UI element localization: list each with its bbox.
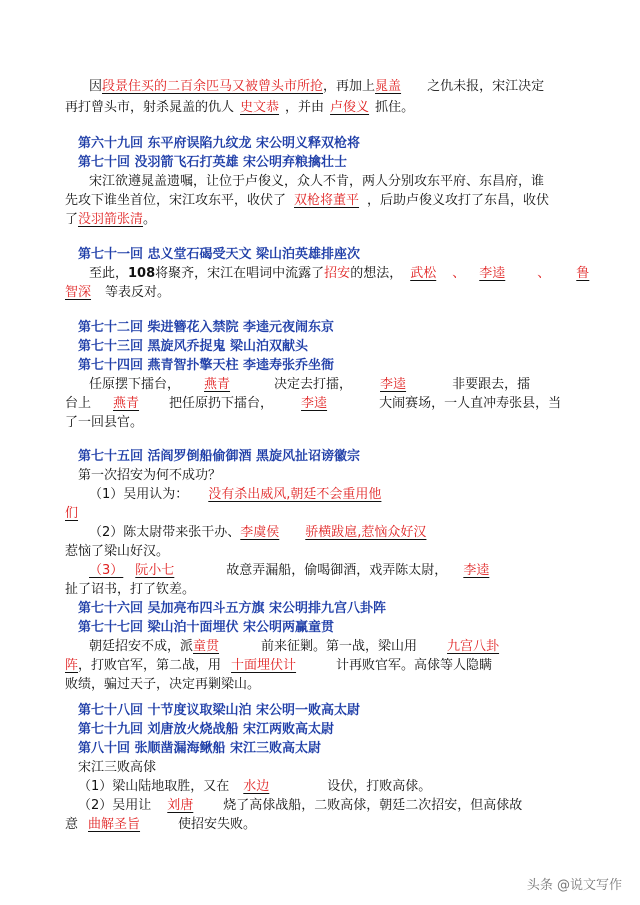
text: 前来征剿。第一战，梁山用 xyxy=(261,639,418,654)
answer-text: 没有杀出威风,朝廷不会重用他 xyxy=(208,487,382,502)
answer-text: 们 xyxy=(65,506,79,521)
chapter-title: 第七十五回 活阎罗倒船偷御酒 黑旋风扯诏谤徽宗 xyxy=(78,449,361,464)
answer-text: 段景住买的二百余匹马又被曾头市所抢 xyxy=(102,79,324,94)
para5-answer2-line1 xyxy=(89,524,438,542)
text: 设伏，打败高俅。 xyxy=(327,779,432,794)
para2-line3 xyxy=(65,211,156,229)
text: 的想法， xyxy=(350,266,403,281)
para1-line2 xyxy=(65,99,414,117)
para5-answer2-line2: 惹恼了梁山好汉。 xyxy=(65,544,170,559)
text: ，打败官军，第二战，用 xyxy=(78,658,222,673)
text: 大闹赛场，一人直冲寿张县，当 xyxy=(379,396,562,411)
answer-text: 曲解圣旨 xyxy=(88,817,141,832)
text: 决定去打擂， xyxy=(274,377,353,392)
text: ，再加上 xyxy=(323,79,376,94)
answer-text: 九宫八卦 xyxy=(447,639,500,654)
text: 故意弄漏船，偷喝御酒，戏弄陈太尉， xyxy=(226,563,448,578)
answer-text: 燕青 xyxy=(113,396,140,411)
para6-line2 xyxy=(65,657,492,675)
text: 。 xyxy=(143,212,157,227)
text: 、 xyxy=(452,266,466,281)
text: 意 xyxy=(65,817,79,832)
text: 之仇未报，宋江决定 xyxy=(427,79,545,94)
text: ，后助卢俊义攻打了东昌，收伏 xyxy=(367,193,550,208)
chapter-title: 第七十回 没羽箭飞石打英雄 宋公明弃粮擒壮士 xyxy=(78,155,348,170)
para7-answer1 xyxy=(78,778,431,796)
para6-line3: 败绩，骗过天子，决定再剿梁山。 xyxy=(65,677,261,692)
answer-text: 史文恭 xyxy=(240,100,280,115)
question-text: 第一次招安为何不成功？ xyxy=(78,468,222,483)
para1-line1 xyxy=(89,78,544,96)
answer-text: 晁盖 xyxy=(375,79,402,94)
number-text: 108 xyxy=(128,266,156,281)
para6-line1 xyxy=(89,638,499,656)
para4-line1 xyxy=(89,376,530,394)
text: 使招安失败。 xyxy=(178,817,257,832)
chapter-title: 第七十二回 柴进簪花入禁院 李逵元夜闹东京 xyxy=(78,320,335,335)
para2-line1: 宋江欲遵晁盖遗嘱，让位于卢俊义，众人不肯，两人分别攻东平府、东昌府，谁 xyxy=(89,174,545,189)
answer-text: 刘唐 xyxy=(167,798,194,813)
text: 把任原扔下擂台， xyxy=(169,396,274,411)
text: 因 xyxy=(89,79,103,94)
chapter-title: 第八十回 张顺凿漏海鳅船 宋江三败高太尉 xyxy=(78,741,322,756)
answer-text: 鲁 xyxy=(576,266,590,281)
text: 任原摆下擂台， xyxy=(89,377,181,392)
answer-text: 骄横跋扈,惹恼众好汉 xyxy=(305,525,427,540)
watermark-text: 头条 @说文写作 xyxy=(526,878,622,893)
text: 、 xyxy=(537,266,551,281)
text: 等表反对。 xyxy=(105,285,171,300)
text: 将聚齐，宋江在唱词中流露了 xyxy=(155,266,325,281)
answer-text: 李逵 xyxy=(301,396,328,411)
answer-text: 卢俊义 xyxy=(330,100,370,115)
answer-text: 智深 xyxy=(65,285,92,300)
text: 烧了高俅战船，二败高俅，朝廷二次招安，但高俅故 xyxy=(223,798,523,813)
para4-line2 xyxy=(65,395,561,413)
answer-text: 阮小七 xyxy=(135,563,175,578)
text: （2）陈太尉带来张干办、 xyxy=(89,525,241,540)
text: 抓住。 xyxy=(375,100,415,115)
answer-text: 李逵 xyxy=(463,563,490,578)
chapter-title: 第七十九回 刘唐放火烧战船 宋江两败高太尉 xyxy=(78,722,335,737)
chapter-title: 第七十一回 忠义堂石碣受天文 梁山泊英雄排座次 xyxy=(78,247,361,262)
text: 台上 xyxy=(65,396,92,411)
text: 至此， xyxy=(89,266,129,281)
text: （1）吴用认为： xyxy=(89,487,189,502)
para5-answer3-line1 xyxy=(89,562,549,580)
answer-text: 李逵 xyxy=(479,266,506,281)
para5-answer1-line1 xyxy=(89,486,381,504)
text: 再打曾头市，射杀晁盖的仇人 xyxy=(65,100,235,115)
text: 朝廷招安不成，派 xyxy=(89,639,194,654)
answer-text: 李虞侯 xyxy=(240,525,280,540)
para7-answer2-line2 xyxy=(65,816,256,834)
text: 了 xyxy=(65,212,79,227)
chapter-title: 第七十六回 吴加亮布四斗五方旗 宋公明排九宫八卦阵 xyxy=(78,601,387,616)
answer-text: 十面埋伏计 xyxy=(231,658,297,673)
text: （2）吴用让 xyxy=(78,798,152,813)
para5-answer3-line2: 扯了诏书，打了钦差。 xyxy=(65,582,196,597)
answer-text: 阵 xyxy=(65,658,79,673)
section-heading: 宋江三败高俅 xyxy=(78,760,157,775)
text: 非要跟去，擂 xyxy=(452,377,531,392)
text: （1）梁山陆地取胜，又在 xyxy=(78,779,230,794)
chapter-title: 第七十三回 黑旋风乔捉鬼 梁山泊双献头 xyxy=(78,339,309,354)
answer-text: 燕青 xyxy=(204,377,231,392)
answer-text: 招安 xyxy=(324,266,351,281)
answer-text: 武松 xyxy=(410,266,437,281)
text: 先攻下谁坐首位，宋江攻东平，收伏了 xyxy=(65,193,287,208)
para2-line2 xyxy=(65,192,549,210)
answer-text: 水边 xyxy=(243,779,270,794)
text: 计再败官军。高俅等人隐瞒 xyxy=(336,658,493,673)
chapter-title: 第七十八回 十节度议取梁山泊 宋公明一败高太尉 xyxy=(78,703,361,718)
chapter-title: 第七十七回 梁山泊十面埋伏 宋公明两赢童贯 xyxy=(78,620,335,635)
para4-line3: 了一回县官。 xyxy=(65,415,144,430)
text: ，并由 xyxy=(285,100,325,115)
chapter-title: 第七十四回 燕青智扑擎天柱 李逵寿张乔坐衙 xyxy=(78,358,335,373)
answer-text: （3） xyxy=(89,563,124,578)
answer-text: 李逵 xyxy=(380,377,407,392)
answer-text: 双枪将董平 xyxy=(294,193,360,208)
para7-answer2-line1 xyxy=(78,797,522,815)
chapter-title: 第六十九回 东平府误陷九纹龙 宋公明义释双枪将 xyxy=(78,136,361,151)
para3-line2 xyxy=(65,284,170,302)
answer-text: 童贯 xyxy=(193,639,220,654)
para3-line1 xyxy=(89,265,589,283)
answer-text: 没羽箭张清 xyxy=(78,212,144,227)
para5-answer1-line2 xyxy=(65,505,400,523)
